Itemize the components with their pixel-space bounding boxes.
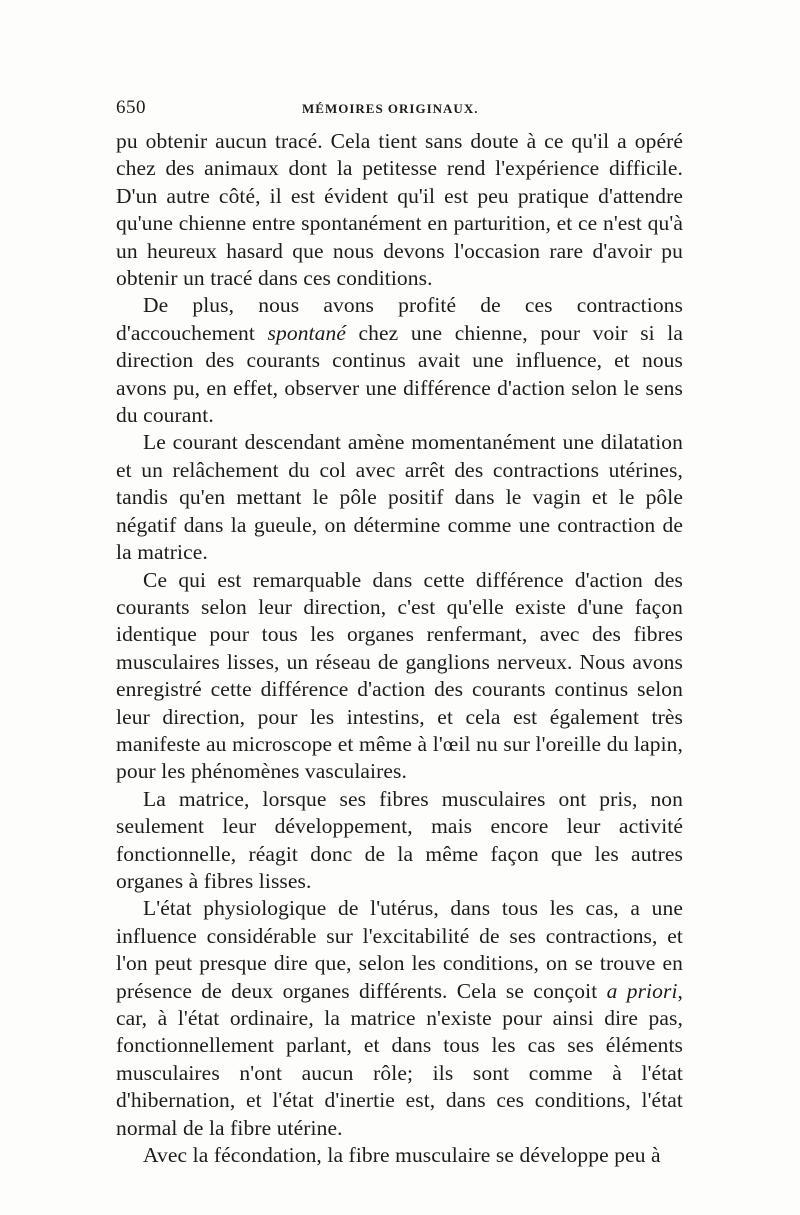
- paragraph: [116, 895, 683, 1142]
- page-header: [116, 97, 684, 125]
- paragraph: Le courant descendant amène momentanément une dilatation et un relâchement du col avec arrêt des contractions utérines, tandis qu'en mettant le pôle positif dans le vagin et le pôle négatif dans la gueule, on détermine comme une contraction de la matrice.: [116, 430, 683, 565]
- paragraph-continuation: pu obtenir aucun tracé. Cela tient sans doute à ce qu'il a opéré chez des animaux dont la petitesse rend l'expérience difficile. D'un autre côté, il est évident qu'il est peu pratique d'attendre qu'une chienne entre spontanément en parturition, et ce n'est qu'à un heureux hasard que nous devons l'occasion rare d'avoir pu obtenir un tracé dans ces conditions.: [116, 129, 683, 291]
- body-text: [116, 128, 683, 1169]
- paragraph: [116, 292, 683, 429]
- paragraph: La matrice, lorsque ses fibres musculaires ont pris, non seulement leur développement, mais encore leur activité fonctionnelle, réagit donc de la même façon que les autres organes à fibres lisses.: [116, 786, 683, 893]
- paragraph: Avec la fécondation, la fibre musculaire se développe peu à: [143, 1143, 661, 1168]
- page-number: 650: [116, 97, 146, 118]
- paragraph-text: De plus, nous avons profité de ces contractions d'accouchement: [116, 293, 683, 345]
- emphasis-text: spontané: [267, 320, 346, 345]
- running-head: MÉMOIRES ORIGINAUX.: [302, 101, 479, 116]
- emphasis-text: a priori: [606, 978, 678, 1003]
- paragraph-text: , car, à l'état ordinaire, la matrice n'existe pour ainsi dire pas, fonctionnellement parlant, et dans tous les cas ses éléments musculaires n'ont aucun rôle; ils sont comme à l'état d'hibernation, et l'état d'inertie est, dans ces conditions, l'état normal de la fibre utérine.: [116, 978, 684, 1140]
- paragraph-text: L'état physiologique de l'utérus, dans tous les cas, a une influence considérable sur l'excitabilité de ses contractions, et l'on peut presque dire que, selon les conditions, on se trouve en présence de deux organes différents. Cela se conçoit: [116, 896, 683, 1003]
- paragraph: Ce qui est remarquable dans cette différence d'action des courants selon leur direction, c'est qu'elle existe d'une façon identique pour tous les organes renfermant, avec des fibres musculaires lisses, un réseau de ganglions nerveux. Nous avons enregistré cette différence d'action des courants continus selon leur direction, pour les intestins, et cela est également très manifeste au microscope et même à l'œil nu sur l'oreille du lapin, pour les phénomènes vasculaires.: [116, 567, 683, 784]
- paragraph-text: chez une chienne, pour voir si la direction des courants continus avait une influence, et nous avons pu, en effet, observer une différence d'action selon le sens du courant.: [116, 320, 684, 428]
